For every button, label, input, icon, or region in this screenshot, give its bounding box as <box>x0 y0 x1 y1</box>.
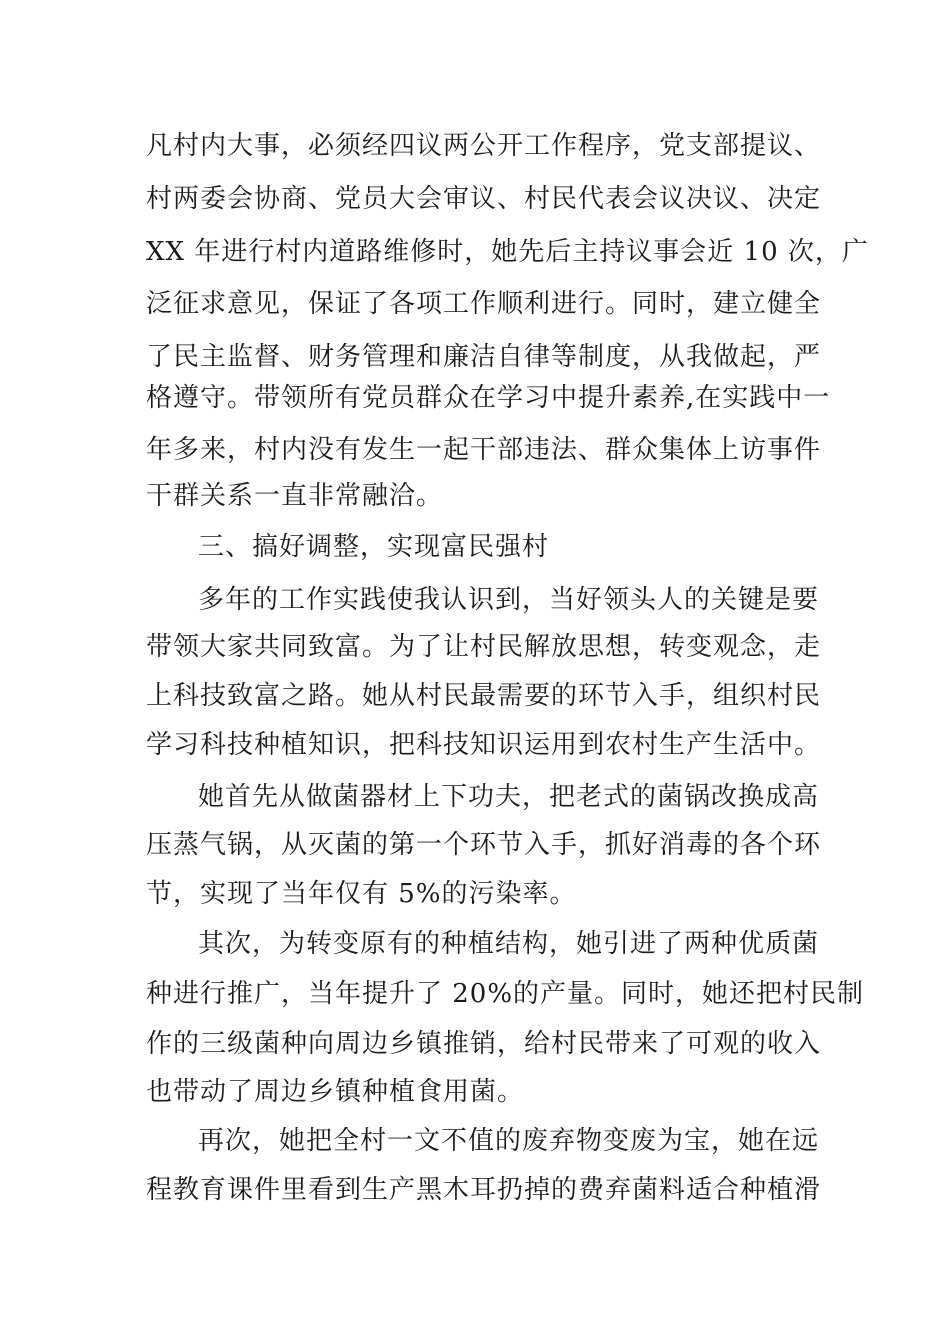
text-line: 凡村内大事，必须经四议两公开工作程序，党支部提议、 <box>146 131 822 161</box>
text-line: XX 年进行村内道路维修时，她先后主持议事会近 10 次，广 <box>146 237 869 267</box>
text-line: 作的三级菌种向周边乡镇推销，给村民带来了可观的收入 <box>146 1029 822 1059</box>
text-line: 干群关系一直非常融洽。 <box>146 481 444 511</box>
text-line: 压蒸气锅，从灭菌的第一个环节入手，抓好消毒的各个环 <box>146 830 822 860</box>
paragraph-first-line: 她首先从做菌器材上下功夫，把老式的菌锅改换成高 <box>198 782 820 812</box>
text-line: 上科技致富之路。她从村民最需要的环节入手，组织村民 <box>146 681 822 711</box>
text-line: 村两委会协商、党员大会审议、村民代表会议决议、决定 <box>146 184 822 214</box>
text-line: 带领大家共同致富。为了让村民解放思想，转变观念，走 <box>146 632 822 662</box>
text-line: 节，实现了当年仅有 5%的污染率。 <box>146 879 577 909</box>
text-line: 年多来，村内没有发生一起干部违法、群众集体上访事件 <box>146 435 822 465</box>
paragraph-first-line: 其次，为转变原有的种植结构，她引进了两种优质菌 <box>198 929 820 959</box>
text-line: 程教育课件里看到生产黑木耳扔掉的费弃菌料适合种植滑 <box>146 1175 822 1205</box>
text-line: 也带动了周边乡镇种植食用菌。 <box>146 1077 525 1107</box>
section-heading: 三、搞好调整，实现富民强村 <box>198 532 550 562</box>
text-line: 格遵守。带领所有党员群众在学习中提升素养,在实践中一 <box>146 383 831 413</box>
text-line: 泛征求意见，保证了各项工作顺利进行。同时，建立健全 <box>146 289 822 319</box>
paragraph-first-line: 再次，她把全村一文不值的废弃物变废为宝，她在远 <box>198 1126 820 1156</box>
text-line: 学习科技种植知识，把科技知识运用到农村生产生活中。 <box>146 730 822 760</box>
text-line: 了民主监督、财务管理和廉洁自律等制度，从我做起，严 <box>146 342 822 372</box>
text-line: 种进行推广，当年提升了 20%的产量。同时，她还把村民制 <box>146 979 865 1009</box>
paragraph-first-line: 多年的工作实践使我认识到，当好领头人的关键是要 <box>198 585 820 615</box>
